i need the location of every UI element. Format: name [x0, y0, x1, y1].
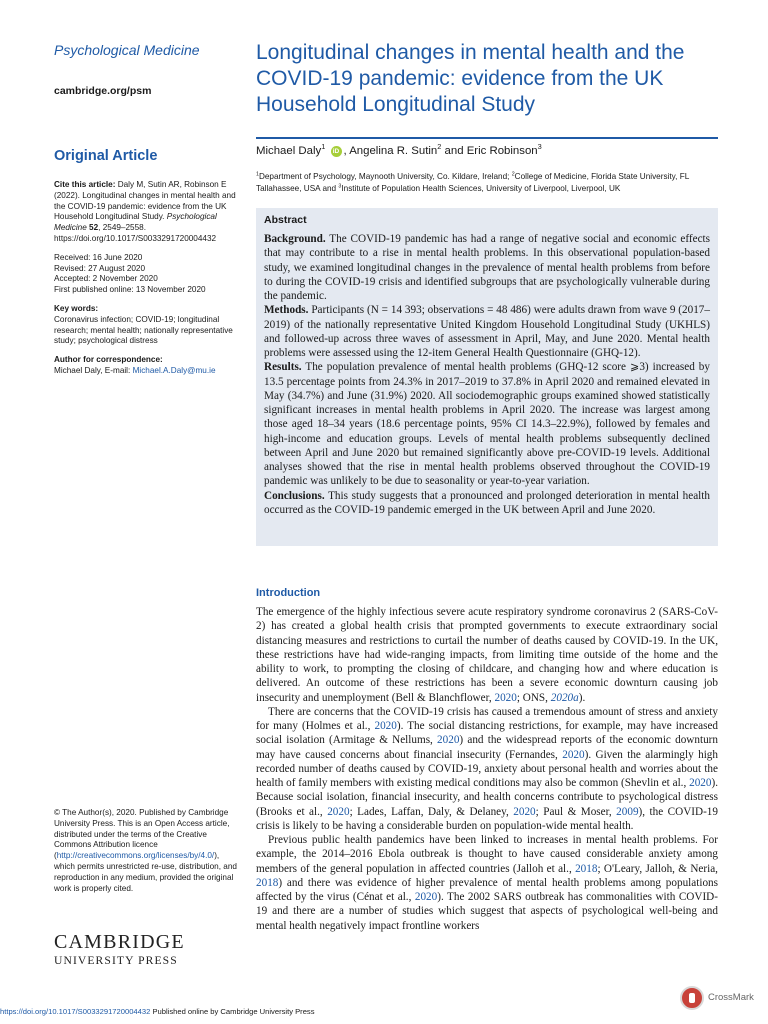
abstract-heading: Abstract [264, 214, 307, 226]
paragraph-text: Previous public health pandemics have been linked to increases in mental health problems. For example, the 2014–2016 Ebola outbreak is thought to have caused considerable anxiety among members of the general population in affected countries (Jalloh et al., [256, 834, 718, 875]
paragraph [256, 833, 718, 933]
license-text-b: ), which permits unrestricted re-use, distribution, and reproduction in any medium, provided the original work is properly cited. [54, 851, 237, 893]
keywords [54, 304, 244, 347]
footer-doi-link[interactable]: https://doi.org/10.1017/S0033291720004432 [0, 1007, 151, 1016]
correspondence-label: Author for correspondence: [54, 355, 163, 365]
publisher-logo-line2: UNIVERSITY PRESS [54, 954, 178, 967]
abstract-body [264, 232, 710, 517]
license-text-a: © The Author(s), 2020. Published by Cambridge University Press. This is an Open Access article, distributed under the terms of the Creative Commons Attribution licence ( [54, 808, 230, 861]
license-notice [54, 808, 242, 894]
affiliation-marker: 3 [338, 183, 342, 190]
citation-link[interactable]: 2020 [327, 805, 350, 818]
paragraph [256, 605, 718, 705]
citation-journal: Psychological Medicine [54, 212, 217, 233]
abstract-background [264, 232, 710, 303]
citation-link[interactable]: 2020a [550, 691, 579, 704]
citation-link[interactable]: 2020 [494, 691, 517, 704]
affiliations [256, 171, 721, 195]
paragraph-text: ). Given the alarmingly high recorded number of deaths caused by COVID-19, anxiety about personal health and worries about the health of family members with existing medical conditions may also be common (Shevlin et al., [256, 748, 718, 789]
abstract-results-label: Results. [264, 361, 302, 374]
paragraph [256, 705, 718, 833]
author-name[interactable]: Eric Robinson [466, 145, 538, 157]
paragraph-text: The emergence of the highly infectious severe acute respiratory syndrome coronavirus 2 (SARS-CoV-2) has created a global health crisis that prompted governments to execute extraordinary social distancing measures and restrictions to curtail the number of deaths caused by COVID-19. In the UK, these restrictions have had wide-ranging impacts, from limiting time outside of the home and the ability to work, to prompting the closing of childcare, and changing how and where education is delivered. An outcome of these restrictions has been a severe economic downturn causing job insecurity and unemployment (Bell & Blanchflower, [256, 606, 718, 704]
citation-link[interactable]: 2020 [414, 891, 438, 903]
publisher-logo-line1: CAMBRIDGE [54, 931, 185, 953]
crossmark-label: CrossMark [708, 992, 754, 1003]
abstract-methods [264, 303, 710, 360]
title-divider [256, 137, 718, 139]
citation-volume: 52 [86, 223, 99, 233]
author-conjunction: and [441, 145, 467, 157]
correspondence-email-link[interactable]: Michael.A.Daly@mu.ie [132, 365, 216, 375]
author-affiliation-marker: 3 [537, 142, 542, 152]
paragraph-text: ) and there was evidence of higher prevalence of mental health problems among populations affected by the virus (Cénat et al., [256, 876, 718, 903]
affiliation-text: Department of Psychology, Maynooth University, Co. Kildare, Ireland; [258, 172, 512, 181]
citation-link[interactable]: 2018 [256, 876, 279, 889]
date-revised: Revised: 27 August 2020 [54, 263, 146, 273]
article-info-panel [54, 180, 244, 385]
abstract-background-text: The COVID-19 pandemic has had a range of negative social and economic effects that may contribute to a rise in mental health problems. In this observational population-based study, we examined longitudinal changes in the prevalence of mental health problems from before to during the COVID-19 crisis and identified subgroups that are psychologically vulnerable during the pandemic. [264, 233, 710, 302]
citation-label: Cite this article: [54, 180, 116, 189]
citation-link[interactable]: 2009 [616, 805, 639, 818]
keywords-label: Key words: [54, 303, 99, 313]
paragraph-text: ; Paul & Moser, [535, 805, 617, 818]
author-name[interactable]: Angelina R. Sutin [349, 145, 438, 157]
abstract-conclusions-label: Conclusions. [264, 489, 325, 502]
affiliation-text: Institute of Population Health Sciences, University of Liverpool, Liverpool, UK [341, 184, 621, 193]
abstract-background-label: Background. [264, 233, 326, 245]
abstract-methods-label: Methods. [264, 304, 309, 317]
correspondence-text: Michael Daly, E-mail: [54, 365, 133, 375]
affiliation-marker: 1 [256, 171, 259, 178]
abstract-results [264, 360, 710, 488]
author-name[interactable]: Michael Daly [256, 145, 322, 157]
citation-link[interactable]: 2020 [689, 777, 712, 789]
citation-pages-doi: , 2549–2558. https://doi.org/10.1017/S0033291720004432 [54, 223, 217, 243]
date-received: Received: 16 June 2020 [54, 252, 143, 262]
affiliation-marker: 2 [511, 171, 515, 178]
crossmark-icon [680, 986, 704, 1010]
correspondence [54, 355, 244, 377]
paragraph-text: ). Because social isolation, financial insecurity, and health concerns contribute to psychological distress (Brooks et al., [256, 777, 718, 818]
keywords-text: Coronavirus infection; COVID-19; longitudinal research; mental health; nationally representative study; psychological distress [54, 314, 233, 346]
paragraph-text: ). The social distancing restrictions, for example, may have increased social isolation (Armitage & Nellums, [256, 720, 719, 747]
paragraph-text: ; ONS, [516, 691, 551, 704]
journal-url[interactable]: cambridge.org/psm [54, 85, 152, 97]
section-heading-introduction: Introduction [256, 587, 321, 599]
paragraph-text: There are concerns that the COVID-19 crisis has caused a tremendous amount of stress and anxiety for many (Holmes et al., [256, 705, 718, 732]
article-type: Original Article [54, 148, 158, 164]
author-affiliation-marker: 2 [437, 142, 442, 152]
affiliation-text: College of Medicine, Florida State University, FL Tallahassee, USA and [256, 172, 689, 193]
citation-link[interactable]: 2018 [575, 862, 598, 875]
paragraph-text: ; O'Leary, Jalloh, & Neria, [597, 862, 718, 875]
paragraph-text: ). [578, 691, 586, 704]
paragraph-text: ). The 2002 SARS outbreak has commonalities with COVID-19 and there are a number of studies which suggest that aspects of psychological well-being and mental health negatively impact frontline workers [256, 891, 718, 932]
paragraph-text: ; Lades, Laffan, Daly, & Delaney, [349, 805, 514, 818]
introduction-body [256, 605, 718, 933]
date-first-published: First published online: 13 November 2020 [54, 285, 206, 295]
footer-doi [0, 1007, 315, 1016]
dates [54, 253, 244, 296]
abstract-conclusions-text: This study suggests that a pronounced and prolonged deterioration in mental health occurred as the COVID-19 pandemic emerged in the UK between April and June 2020. [264, 489, 710, 516]
author-list: Michael Daly$^1$ iD , Angelina R. Sutin$^2$ and Eric Robinson$^3$ [256, 142, 542, 157]
author-affiliation-marker: 1 [321, 142, 326, 152]
orcid-icon[interactable]: iD [331, 146, 342, 157]
citation-text: Daly M, Sutin AR, Robinson E (2022). Longitudinal changes in mental health and the COVID-19 pandemic: evidence from the UK Household Longitudinal Study. [54, 180, 236, 222]
license-link[interactable]: http://creativecommons.org/licenses/by/4.0/ [56, 851, 215, 861]
publisher-logo [54, 932, 194, 967]
citation-link[interactable]: 2020 [513, 805, 536, 818]
citation-link[interactable]: 2020 [562, 748, 585, 761]
abstract-conclusions [264, 489, 710, 518]
date-accepted: Accepted: 2 November 2020 [54, 274, 158, 284]
crossmark-button[interactable] [680, 986, 754, 1012]
citation [54, 180, 244, 245]
journal-name: Psychological Medicine [54, 42, 200, 58]
citation-link[interactable]: 2020 [374, 720, 397, 732]
citation-link[interactable]: 2020 [437, 734, 460, 747]
footer-published-text: Published online by Cambridge University Press [150, 1007, 315, 1016]
abstract-results-text: The population prevalence of mental health problems (GHQ-12 score ⩾3) increased by 13.5 percentage points from 24.3% in 2017–2019 to 37.8% in April 2020 and remained elevated in May (34.7%) and June (31.9%) 2020. All sociodemographic groups examined showed statistically significant increases in mental health problems in April 2020. The increase was largest among those aged 18–34 years (18.6 percentage points, 95% CI 14.3–22.9%), followed by females and high-income and education groups. Levels of mental health problems subsequently declined between April and June 2020 but remained significantly above pre-COVID-19 levels. Additional analyses showed that the rise in mental health problems observed throughout the COVID-19 pandemic was unlikely to be due to seasonality or year-to-year variation. [264, 361, 710, 488]
paragraph-text: ), the COVID-19 crisis is likely to be having a considerable burden on population-wide mental health. [256, 805, 718, 832]
paragraph-text: ) and the widespread reports of the economic downturn may have caused concerns about financial insecurity (Fernandes, [256, 734, 718, 761]
abstract-methods-text: Participants (N = 14 393; observations = 48 486) were adults drawn from wave 9 (2017–2019) of the nationally representative United Kingdom Household Longitudinal Study (UKHLS) and followed-up across three waves of assessment in April, May, and June 2020. Mental health problems were assessed using the 12-item General Health Questionnaire (GHQ-12). [264, 304, 710, 359]
article-title: Longitudinal changes in mental health and the COVID-19 pandemic: evidence from the UK Household Longitudinal Study [256, 41, 685, 116]
